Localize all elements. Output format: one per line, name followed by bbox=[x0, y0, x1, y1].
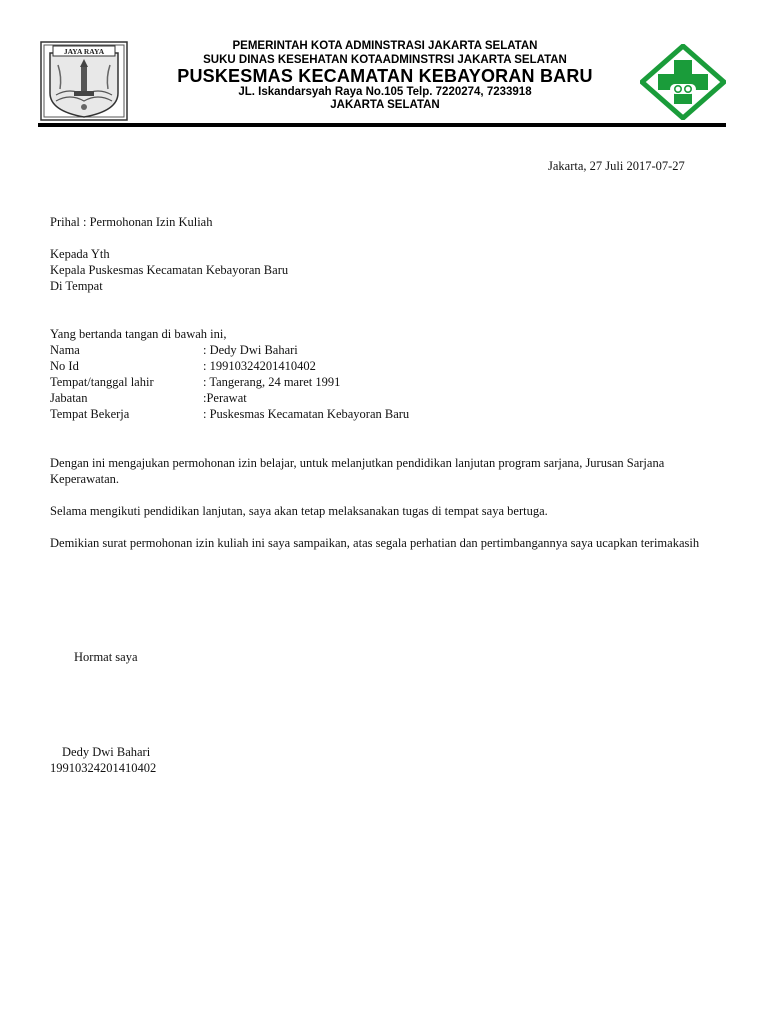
field-value-nama: : Dedy Dwi Bahari bbox=[203, 343, 298, 357]
field-value-jabatan: :Perawat bbox=[203, 391, 247, 405]
letter-subject: Prihal : Permohonan Izin Kuliah bbox=[50, 215, 213, 229]
field-label-tempat-bekerja: Tempat Bekerja bbox=[50, 407, 130, 421]
body-paragraph-1: Dengan ini mengajukan permohonan izin belajar, untuk melanjutkan pendidikan lanjutan program sarjana, Jurusan Sarjana Keperawatan. bbox=[50, 456, 665, 486]
letter-date: Jakarta, 27 Juli 2017-07-27 bbox=[548, 159, 685, 173]
letterhead-address: JL. Iskandarsyah Raya No.105 Telp. 7220274, 7233918 bbox=[238, 86, 532, 98]
field-value-tempat-bekerja: : Puskesmas Kecamatan Kebayoran Baru bbox=[203, 407, 410, 421]
field-value-ttl: : Tangerang, 24 maret 1991 bbox=[203, 375, 341, 389]
body-paragraph-2: Selama mengikuti pendidikan lanjutan, saya akan tetap melaksanakan tugas di tempat saya bertuga. bbox=[50, 504, 548, 518]
closing-salutation: Hormat saya bbox=[74, 650, 138, 664]
field-label-no-id: No Id bbox=[50, 359, 79, 373]
field-label-ttl: Tempat/tanggal lahir bbox=[50, 375, 154, 389]
field-label-nama: Nama bbox=[50, 343, 80, 357]
jaya-raya-emblem-icon bbox=[40, 41, 128, 121]
letterhead-divider bbox=[38, 123, 726, 127]
emblem-text: JAYA RAYA bbox=[63, 47, 105, 56]
puskesmas-green-cross-icon bbox=[640, 44, 726, 120]
letterhead-city: JAKARTA SELATAN bbox=[330, 99, 440, 111]
recipient-line-3: Di Tempat bbox=[50, 279, 103, 293]
signatory-name: Dedy Dwi Bahari bbox=[62, 745, 151, 759]
letterhead-title: PUSKESMAS KECAMATAN KEBAYORAN BARU bbox=[177, 66, 593, 86]
letter-intro: Yang bertanda tangan di bawah ini, bbox=[50, 327, 227, 341]
recipient-line-1: Kepada Yth bbox=[50, 247, 110, 261]
letterhead-line-1: PEMERINTAH KOTA ADMINSTRASI JAKARTA SELATAN bbox=[232, 40, 538, 52]
field-label-jabatan: Jabatan bbox=[50, 391, 88, 405]
body-paragraph-3: Demikian surat permohonan izin kuliah ini saya sampaikan, atas segala perhatian dan pertimbangannya saya ucapkan terimakasih bbox=[50, 536, 700, 550]
recipient-line-2: Kepala Puskesmas Kecamatan Kebayoran Baru bbox=[50, 263, 289, 277]
signatory-id: 19910324201410402 bbox=[50, 761, 157, 775]
letterhead-line-2: SUKU DINAS KESEHATAN KOTAADMINSTRSI JAKARTA SELATAN bbox=[203, 54, 567, 66]
field-value-no-id: : 19910324201410402 bbox=[203, 359, 316, 373]
